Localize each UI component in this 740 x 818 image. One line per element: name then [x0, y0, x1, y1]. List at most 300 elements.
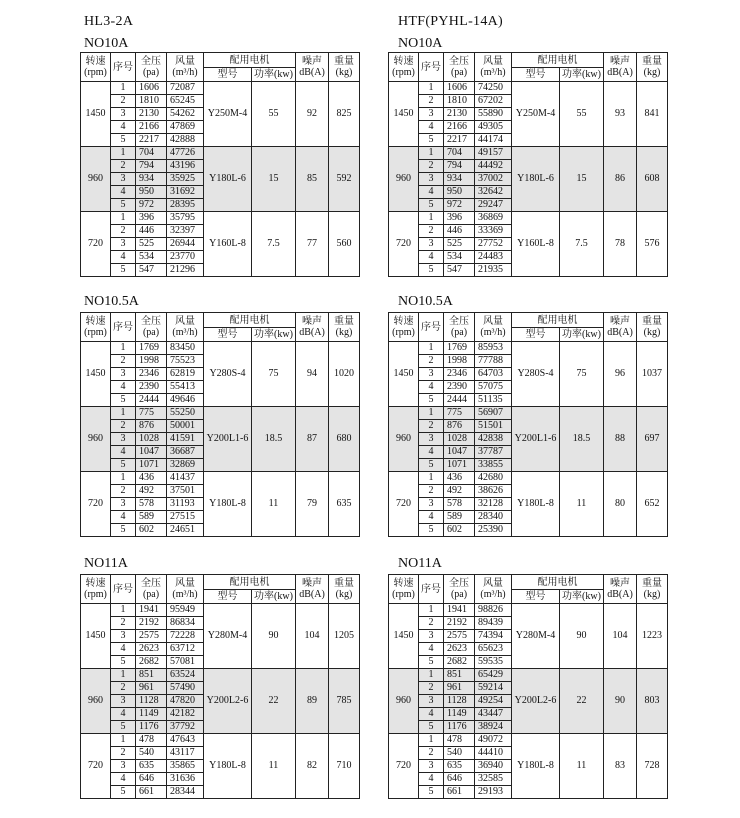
block-title: NO10.5A [398, 294, 453, 309]
flow-cell: 49305 [475, 121, 512, 134]
noise-cell: 87 [296, 407, 329, 472]
pressure-cell: 950 [444, 186, 475, 199]
seq-cell: 1 [419, 212, 444, 225]
seq-cell: 1 [419, 407, 444, 420]
table-row [389, 734, 668, 747]
pressure-cell: 1941 [444, 604, 475, 617]
pressure-cell: 2682 [136, 656, 167, 669]
model-cell: Y280M-4 [204, 604, 252, 669]
power-cell: 90 [560, 604, 604, 669]
spec-table [80, 52, 360, 277]
seq-cell: 1 [111, 407, 136, 420]
flow-cell: 29247 [475, 199, 512, 212]
pressure-cell: 646 [444, 773, 475, 786]
weight-header [329, 53, 360, 82]
flow-cell: 47726 [167, 147, 204, 160]
weight-cell: 803 [637, 669, 668, 734]
seq-cell: 2 [419, 420, 444, 433]
noise-cell: 89 [296, 669, 329, 734]
header-row [81, 313, 360, 328]
noise-header [604, 575, 637, 604]
seq-cell: 4 [111, 773, 136, 786]
seq-cell: 1 [419, 669, 444, 682]
pressure-cell: 635 [136, 760, 167, 773]
seq-cell: 5 [419, 199, 444, 212]
model-cell: Y160L-8 [512, 212, 560, 277]
speed-header-label: 转速 [393, 56, 414, 67]
flow-cell: 32642 [475, 186, 512, 199]
flow-cell: 49254 [475, 695, 512, 708]
pressure-cell: 2444 [444, 394, 475, 407]
motor-header: 配用电机 [204, 575, 296, 590]
table-row [389, 147, 668, 160]
seq-cell: 2 [419, 617, 444, 630]
weight-cell: 1205 [329, 604, 360, 669]
power-cell: 15 [560, 147, 604, 212]
model-cell: Y180L-8 [512, 734, 560, 799]
weight-header-label: 重量 [642, 316, 662, 327]
speed-cell: 720 [389, 472, 419, 537]
seq-cell: 3 [419, 695, 444, 708]
pressure-cell: 1769 [444, 342, 475, 355]
model-cell: Y200L1-6 [512, 407, 560, 472]
flow-cell: 36687 [167, 446, 204, 459]
weight-header-unit: (kg) [335, 589, 353, 600]
pressure-cell: 775 [136, 407, 167, 420]
pressure-cell: 1941 [136, 604, 167, 617]
seq-cell: 3 [111, 760, 136, 773]
flow-cell: 44410 [475, 747, 512, 760]
pressure-cell: 1071 [136, 459, 167, 472]
header-row [81, 53, 360, 68]
flow-cell: 98826 [475, 604, 512, 617]
weight-cell: 608 [637, 147, 668, 212]
flow-cell: 38626 [475, 485, 512, 498]
noise-header-unit: dB(A) [299, 67, 325, 78]
noise-cell: 104 [296, 604, 329, 669]
seq-cell: 1 [419, 472, 444, 485]
seq-cell: 2 [111, 160, 136, 173]
seq-cell: 4 [419, 186, 444, 199]
flow-cell: 54262 [167, 108, 204, 121]
flow-cell: 49646 [167, 394, 204, 407]
flow-header-label: 风量 [483, 578, 503, 589]
power-cell: 18.5 [560, 407, 604, 472]
seq-cell: 1 [111, 669, 136, 682]
speed-cell: 960 [389, 147, 419, 212]
flow-header-unit: (m³/h) [172, 327, 198, 338]
flow-header-unit: (m³/h) [480, 327, 506, 338]
seq-header: 序号 [111, 313, 136, 342]
seq-cell: 3 [419, 368, 444, 381]
flow-cell: 31692 [167, 186, 204, 199]
noise-cell: 83 [604, 734, 637, 799]
seq-cell: 5 [111, 721, 136, 734]
noise-header-label: 噪声 [302, 56, 322, 67]
pressure-cell: 534 [136, 251, 167, 264]
power-cell: 11 [252, 472, 296, 537]
model-cell: Y200L2-6 [204, 669, 252, 734]
seq-cell: 2 [111, 682, 136, 695]
seq-cell: 3 [419, 630, 444, 643]
pressure-cell: 589 [136, 511, 167, 524]
pressure-cell: 961 [136, 682, 167, 695]
weight-header-label: 重量 [334, 578, 354, 589]
table-row [81, 734, 360, 747]
speed-header-unit: (rpm) [84, 327, 107, 338]
pressure-cell: 972 [444, 199, 475, 212]
flow-cell: 24483 [475, 251, 512, 264]
flow-header-unit: (m³/h) [172, 589, 198, 600]
flow-cell: 47820 [167, 695, 204, 708]
flow-cell: 29193 [475, 786, 512, 799]
flow-header-label: 风量 [483, 56, 503, 67]
pressure-header [444, 53, 475, 82]
pressure-cell: 1810 [136, 95, 167, 108]
flow-cell: 75523 [167, 355, 204, 368]
pressure-cell: 704 [444, 147, 475, 160]
noise-cell: 86 [604, 147, 637, 212]
seq-cell: 3 [111, 498, 136, 511]
seq-cell: 5 [419, 721, 444, 734]
flow-cell: 74394 [475, 630, 512, 643]
seq-cell: 1 [111, 342, 136, 355]
flow-cell: 36869 [475, 212, 512, 225]
pressure-cell: 1028 [444, 433, 475, 446]
flow-cell: 51501 [475, 420, 512, 433]
weight-header-unit: (kg) [643, 589, 661, 600]
speed-header-label: 转速 [393, 578, 414, 589]
speed-cell: 960 [81, 407, 111, 472]
pressure-cell: 2390 [444, 381, 475, 394]
weight-cell: 1037 [637, 342, 668, 407]
table-row [389, 604, 668, 617]
weight-cell: 710 [329, 734, 360, 799]
power-cell: 11 [560, 734, 604, 799]
speed-cell: 960 [81, 147, 111, 212]
seq-header: 序号 [419, 313, 444, 342]
seq-cell: 3 [419, 173, 444, 186]
weight-header-label: 重量 [334, 316, 354, 327]
noise-cell: 82 [296, 734, 329, 799]
pressure-cell: 1998 [444, 355, 475, 368]
seq-cell: 1 [111, 212, 136, 225]
weight-header-label: 重量 [642, 56, 662, 67]
spec-table [80, 574, 360, 799]
seq-cell: 4 [419, 381, 444, 394]
weight-header-label: 重量 [334, 56, 354, 67]
pressure-cell: 446 [444, 225, 475, 238]
flow-cell: 32869 [167, 459, 204, 472]
seq-header: 序号 [419, 575, 444, 604]
noise-header-label: 噪声 [302, 578, 322, 589]
power-header: 功率(kw) [560, 590, 604, 604]
flow-cell: 55413 [167, 381, 204, 394]
flow-cell: 43117 [167, 747, 204, 760]
pressure-cell: 661 [444, 786, 475, 799]
speed-cell: 1450 [389, 604, 419, 669]
flow-header-unit: (m³/h) [172, 67, 198, 78]
pressure-cell: 1128 [136, 695, 167, 708]
seq-cell: 4 [419, 708, 444, 721]
seq-cell: 2 [111, 95, 136, 108]
noise-cell: 96 [604, 342, 637, 407]
pressure-cell: 1606 [444, 82, 475, 95]
pressure-cell: 2192 [136, 617, 167, 630]
flow-cell: 85953 [475, 342, 512, 355]
seq-cell: 3 [419, 760, 444, 773]
pressure-cell: 2682 [444, 656, 475, 669]
pressure-cell: 794 [136, 160, 167, 173]
model-cell: Y250M-4 [512, 82, 560, 147]
table-row [81, 669, 360, 682]
weight-header [637, 313, 668, 342]
flow-cell: 65623 [475, 643, 512, 656]
heading-left: HL3-2A [84, 14, 134, 29]
pressure-cell: 794 [444, 160, 475, 173]
pressure-header-label: 全压 [141, 316, 161, 327]
weight-cell: 635 [329, 472, 360, 537]
weight-header [637, 575, 668, 604]
flow-cell: 41591 [167, 433, 204, 446]
seq-cell: 4 [419, 251, 444, 264]
pressure-cell: 972 [136, 199, 167, 212]
flow-cell: 23770 [167, 251, 204, 264]
motor-header: 配用电机 [204, 53, 296, 68]
noise-cell: 77 [296, 212, 329, 277]
speed-header [389, 313, 419, 342]
flow-cell: 37792 [167, 721, 204, 734]
flow-cell: 38924 [475, 721, 512, 734]
seq-cell: 4 [111, 251, 136, 264]
pressure-cell: 2192 [444, 617, 475, 630]
model-cell: Y180L-8 [204, 472, 252, 537]
pressure-header [444, 313, 475, 342]
flow-header-unit: (m³/h) [480, 589, 506, 600]
model-cell: Y250M-4 [204, 82, 252, 147]
seq-cell: 4 [419, 446, 444, 459]
flow-cell: 21296 [167, 264, 204, 277]
seq-cell: 4 [111, 446, 136, 459]
pressure-header-label: 全压 [449, 316, 469, 327]
pressure-cell: 876 [136, 420, 167, 433]
flow-cell: 89439 [475, 617, 512, 630]
flow-cell: 64703 [475, 368, 512, 381]
power-header: 功率(kw) [252, 328, 296, 342]
pressure-cell: 1998 [136, 355, 167, 368]
flow-cell: 57081 [167, 656, 204, 669]
flow-cell: 28395 [167, 199, 204, 212]
speed-header [389, 53, 419, 82]
model-cell: Y280M-4 [512, 604, 560, 669]
spec-table [80, 312, 360, 537]
seq-cell: 2 [419, 95, 444, 108]
seq-cell: 3 [419, 238, 444, 251]
pressure-cell: 1810 [444, 95, 475, 108]
pressure-cell: 851 [136, 669, 167, 682]
pressure-cell: 1176 [136, 721, 167, 734]
heading-right: HTF(PYHL-14A) [398, 14, 504, 29]
speed-cell: 1450 [81, 82, 111, 147]
pressure-cell: 2623 [444, 643, 475, 656]
pressure-cell: 436 [136, 472, 167, 485]
flow-header [475, 53, 512, 82]
speed-cell: 1450 [81, 604, 111, 669]
flow-cell: 67202 [475, 95, 512, 108]
seq-cell: 1 [111, 472, 136, 485]
speed-header-unit: (rpm) [392, 589, 415, 600]
seq-cell: 5 [419, 786, 444, 799]
flow-cell: 63524 [167, 669, 204, 682]
seq-cell: 4 [419, 511, 444, 524]
speed-cell: 1450 [81, 342, 111, 407]
pressure-header-label: 全压 [449, 56, 469, 67]
motor-header: 配用电机 [512, 313, 604, 328]
pressure-cell: 478 [136, 734, 167, 747]
weight-header [637, 53, 668, 82]
seq-cell: 3 [111, 108, 136, 121]
pressure-cell: 2346 [136, 368, 167, 381]
pressure-cell: 661 [136, 786, 167, 799]
speed-header [389, 575, 419, 604]
motor-header: 配用电机 [512, 53, 604, 68]
flow-cell: 25390 [475, 524, 512, 537]
seq-cell: 2 [111, 747, 136, 760]
pressure-cell: 851 [444, 669, 475, 682]
speed-header-label: 转速 [85, 578, 106, 589]
pressure-header-unit: (pa) [450, 327, 468, 338]
weight-header [329, 575, 360, 604]
power-cell: 7.5 [560, 212, 604, 277]
block-title: NO10A [84, 36, 129, 51]
block-title: NO11A [398, 556, 442, 571]
weight-header-label: 重量 [642, 578, 662, 589]
flow-cell: 42182 [167, 708, 204, 721]
speed-cell: 720 [389, 212, 419, 277]
flow-cell: 72087 [167, 82, 204, 95]
seq-cell: 3 [111, 173, 136, 186]
pressure-cell: 1047 [444, 446, 475, 459]
block-title: NO10A [398, 36, 443, 51]
flow-cell: 28344 [167, 786, 204, 799]
speed-header-label: 转速 [85, 316, 106, 327]
model-cell: Y180L-8 [204, 734, 252, 799]
weight-header-unit: (kg) [643, 327, 661, 338]
flow-cell: 49072 [475, 734, 512, 747]
pressure-header-unit: (pa) [142, 327, 160, 338]
seq-cell: 5 [111, 524, 136, 537]
flow-cell: 32585 [475, 773, 512, 786]
flow-cell: 50001 [167, 420, 204, 433]
speed-header [81, 575, 111, 604]
seq-cell: 3 [419, 498, 444, 511]
block-title: NO11A [84, 556, 128, 571]
flow-cell: 55890 [475, 108, 512, 121]
pressure-cell: 446 [136, 225, 167, 238]
pressure-cell: 1128 [444, 695, 475, 708]
motor-header: 配用电机 [204, 313, 296, 328]
noise-header-unit: dB(A) [607, 589, 633, 600]
noise-header-label: 噪声 [302, 316, 322, 327]
flow-cell: 55250 [167, 407, 204, 420]
flow-cell: 43196 [167, 160, 204, 173]
pressure-cell: 578 [136, 498, 167, 511]
seq-cell: 3 [419, 433, 444, 446]
flow-header [475, 313, 512, 342]
flow-cell: 59535 [475, 656, 512, 669]
seq-cell: 1 [419, 342, 444, 355]
speed-cell: 720 [81, 734, 111, 799]
pressure-cell: 934 [136, 173, 167, 186]
flow-cell: 31193 [167, 498, 204, 511]
pressure-cell: 540 [136, 747, 167, 760]
seq-cell: 5 [419, 394, 444, 407]
table-row [389, 82, 668, 95]
pressure-cell: 589 [444, 511, 475, 524]
model-cell: Y200L2-6 [512, 669, 560, 734]
flow-cell: 21935 [475, 264, 512, 277]
seq-cell: 5 [419, 134, 444, 147]
flow-cell: 51135 [475, 394, 512, 407]
seq-cell: 5 [419, 524, 444, 537]
pressure-cell: 2575 [136, 630, 167, 643]
flow-cell: 83450 [167, 342, 204, 355]
power-cell: 18.5 [252, 407, 296, 472]
flow-cell: 28340 [475, 511, 512, 524]
model-header: 型号 [512, 590, 560, 604]
pressure-header-label: 全压 [141, 578, 161, 589]
pressure-cell: 525 [444, 238, 475, 251]
noise-header [296, 53, 329, 82]
pressure-cell: 704 [136, 147, 167, 160]
noise-cell: 85 [296, 147, 329, 212]
seq-cell: 1 [419, 604, 444, 617]
seq-cell: 5 [419, 656, 444, 669]
seq-cell: 5 [111, 199, 136, 212]
pressure-cell: 1071 [444, 459, 475, 472]
seq-cell: 5 [111, 134, 136, 147]
weight-header-unit: (kg) [335, 67, 353, 78]
seq-cell: 2 [111, 485, 136, 498]
seq-cell: 2 [111, 225, 136, 238]
pressure-cell: 492 [136, 485, 167, 498]
pressure-cell: 2444 [136, 394, 167, 407]
noise-cell: 93 [604, 82, 637, 147]
seq-cell: 4 [111, 643, 136, 656]
table-row [81, 147, 360, 160]
pressure-cell: 876 [444, 420, 475, 433]
pressure-cell: 646 [136, 773, 167, 786]
speed-header-label: 转速 [393, 316, 414, 327]
pressure-cell: 2390 [136, 381, 167, 394]
seq-cell: 4 [111, 511, 136, 524]
pressure-header-label: 全压 [449, 578, 469, 589]
power-cell: 75 [252, 342, 296, 407]
table-row [81, 82, 360, 95]
flow-cell: 49157 [475, 147, 512, 160]
pressure-cell: 2166 [136, 121, 167, 134]
flow-header-unit: (m³/h) [480, 67, 506, 78]
table-row [389, 472, 668, 485]
model-header: 型号 [204, 68, 252, 82]
seq-cell: 2 [419, 225, 444, 238]
model-header: 型号 [512, 68, 560, 82]
table-row [81, 472, 360, 485]
flow-cell: 37501 [167, 485, 204, 498]
noise-cell: 90 [604, 669, 637, 734]
noise-cell: 104 [604, 604, 637, 669]
pressure-header-unit: (pa) [450, 67, 468, 78]
